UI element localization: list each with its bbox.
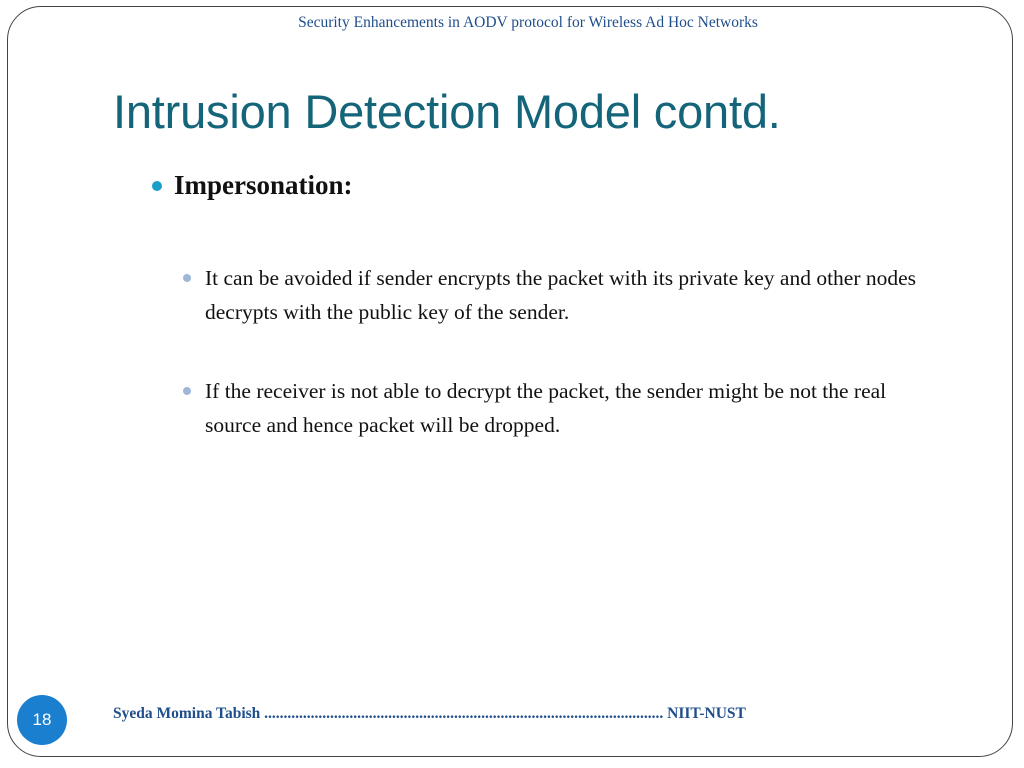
slide-title: Intrusion Detection Model contd. bbox=[113, 85, 781, 138]
sub-bullet-item bbox=[183, 377, 943, 442]
sub-bullet-dot-icon bbox=[183, 274, 191, 282]
slide-header: Security Enhancements in AODV protocol for Wireless Ad Hoc Networks bbox=[298, 14, 758, 31]
bullet-heading: Impersonation: bbox=[174, 170, 353, 200]
sub-bullet-text: If the receiver is not able to decrypt the packet, the sender might be not the real source and hence packet will be dropped. bbox=[205, 379, 887, 437]
bullet-impersonation bbox=[152, 170, 353, 201]
sub-bullet-item bbox=[183, 264, 943, 329]
slide-footer: Syeda Momina Tabish ....................................................................................................... NIIT-NUST bbox=[113, 705, 746, 722]
bullet-dot-icon bbox=[152, 181, 162, 191]
page-number-badge bbox=[17, 695, 67, 745]
sub-bullet-dot-icon bbox=[183, 387, 191, 395]
sub-bullet-text: It can be avoided if sender encrypts the packet with its private key and other nodes decrypts with the public key of the sender. bbox=[205, 266, 917, 324]
page-number: 18 bbox=[32, 710, 52, 729]
